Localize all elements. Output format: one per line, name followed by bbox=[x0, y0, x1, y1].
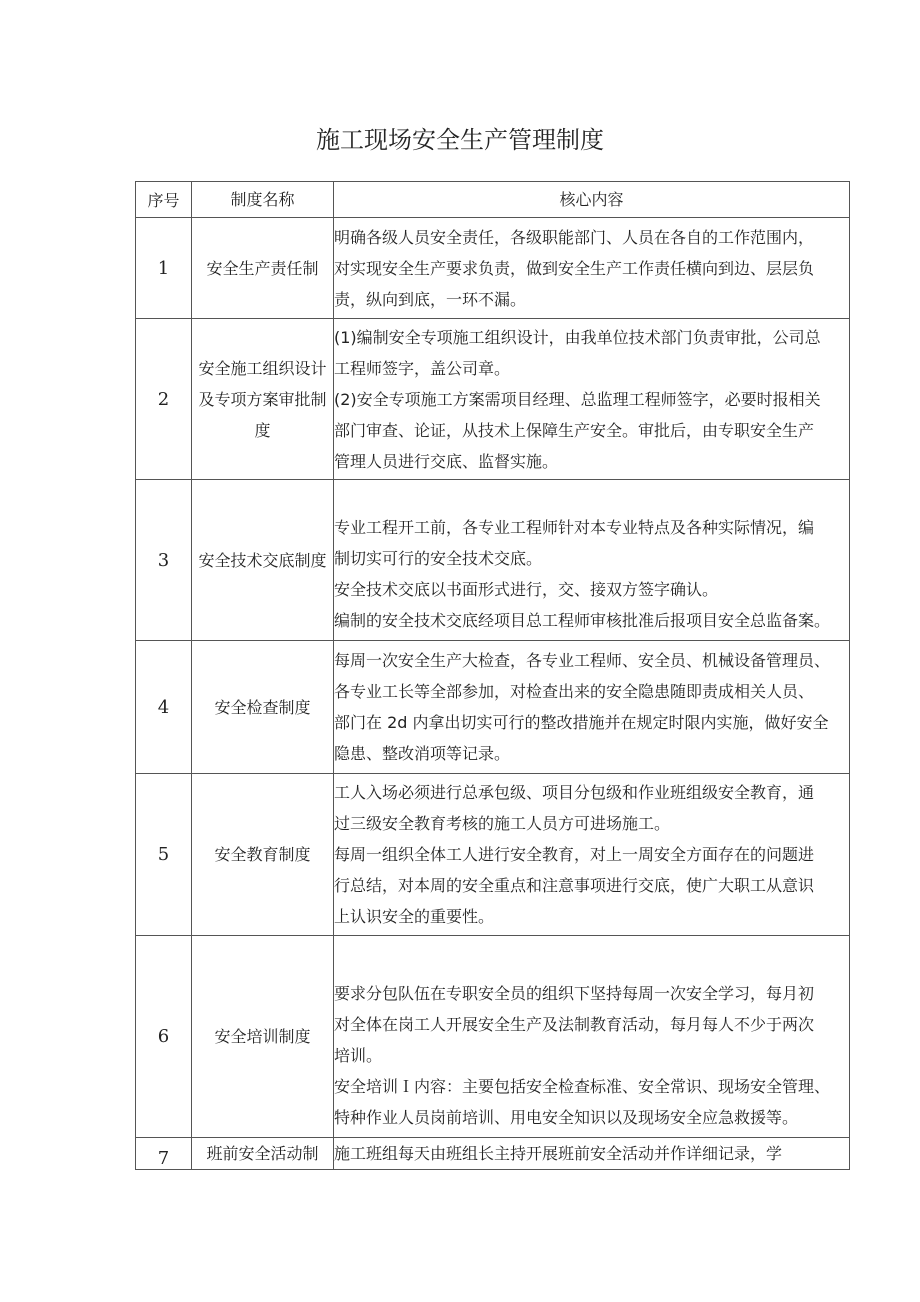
table-row bbox=[136, 641, 850, 774]
table-row bbox=[136, 936, 850, 1138]
document-title: 施工现场安全生产管理制度 bbox=[316, 126, 604, 154]
safety-management-table bbox=[135, 181, 850, 1170]
content-line: 行总结，对本周的安全重点和注意事项进行交底，使广大职工从意识 bbox=[334, 876, 815, 895]
policy-name: 安全检查制度 bbox=[192, 641, 334, 774]
policy-content bbox=[334, 319, 850, 480]
content-line: (1)编制安全专项施工组织设计，由我单位技术部门负责审批，公司总 bbox=[334, 327, 821, 347]
row-number: 2 bbox=[136, 319, 192, 480]
content-line: 明确各级人员安全责任，各级职能部门、人员在各自的工作范围内， bbox=[334, 227, 815, 247]
table-row bbox=[136, 218, 850, 319]
content-line: 责，纵向到底，一环不漏。 bbox=[334, 289, 527, 309]
header-name: 制度名称 bbox=[192, 182, 334, 218]
content-line: 安全培训Ｉ内容：主要包括安全检查标准、安全常识、现场安全管理、 bbox=[334, 1077, 831, 1096]
policy-content bbox=[334, 936, 850, 1138]
policy-content bbox=[334, 641, 850, 774]
policy-content bbox=[334, 480, 850, 641]
content-line: 特种作业人员岗前培训、用电安全知识以及现场安全应急救援等。 bbox=[334, 1108, 799, 1127]
row-number: 4 bbox=[136, 641, 192, 774]
row-number: 5 bbox=[136, 774, 192, 936]
content-line: 对全体在岗工人开展安全生产及法制教育活动，每月每人不少于两次 bbox=[334, 1015, 815, 1034]
table-header-row bbox=[136, 182, 850, 218]
content-line: 部门在 2d 内拿出切实可行的整改措施并在规定时限内实施，做好安全 bbox=[334, 713, 829, 732]
policy-content bbox=[334, 774, 850, 936]
row-number: 1 bbox=[136, 218, 192, 319]
policy-name: 安全培训制度 bbox=[192, 936, 334, 1138]
content-line: 编制的安全技术交底经项目总工程师审核批准后报项目安全总监备案。 bbox=[334, 611, 831, 630]
policy-name: 安全生产责任制 bbox=[192, 218, 334, 319]
header-content: 核心内容 bbox=[334, 182, 850, 218]
content-line: 上认识安全的重要性。 bbox=[334, 907, 495, 926]
policy-name: 安全技术交底制度 bbox=[192, 480, 334, 641]
content-line: 工人入场必须进行总承包级、项目分包级和作业班组级安全教育，通 bbox=[334, 783, 815, 802]
content-line: 过三级安全教育考核的施工人员方可进场施工。 bbox=[334, 814, 671, 833]
content-line: 部门审查、论证，从技术上保障生产安全。审批后，由专职安全生产 bbox=[334, 420, 815, 440]
content-line: 各专业工长等全部参加，对检查出来的安全隐患随即责成相关人员、 bbox=[334, 682, 815, 701]
header-number: 序号 bbox=[136, 182, 192, 218]
content-line: 专业工程开工前，各专业工程师针对本专业特点及各种实际情况，编 bbox=[334, 518, 815, 537]
content-line: 制切实可行的安全技术交底。 bbox=[334, 549, 543, 568]
content-line: 隐患、整改消项等记录。 bbox=[334, 744, 511, 763]
table-row bbox=[136, 480, 850, 641]
policy-content bbox=[334, 1138, 850, 1170]
content-line: 对实现安全生产要求负责，做到安全生产工作责任横向到边、层层负 bbox=[334, 258, 815, 278]
policy-name: 安全教育制度 bbox=[192, 774, 334, 936]
row-number: 6 bbox=[136, 936, 192, 1138]
row-number: 3 bbox=[136, 480, 192, 641]
policy-name: 安全施工组织设计及专项方案审批制度 bbox=[192, 319, 334, 480]
content-line: 施工班组每天由班组长主持开展班前安全活动并作详细记录，学 bbox=[334, 1144, 783, 1163]
content-line: 要求分包队伍在专职安全员的组织下坚持每周一次安全学习，每月初 bbox=[334, 984, 815, 1003]
policy-name: 班前安全活动制 bbox=[192, 1138, 334, 1170]
row-number: 7 bbox=[136, 1138, 192, 1170]
content-line: 安全技术交底以书面形式进行，交、接双方签字确认。 bbox=[334, 580, 719, 599]
table-row bbox=[136, 319, 850, 480]
content-line: 每周一次安全生产大检查，各专业工程师、安全员、机械设备管理员、 bbox=[334, 651, 831, 670]
content-line: 工程师签字，盖公司章。 bbox=[334, 358, 511, 378]
content-line: 管理人员进行交底、监督实施。 bbox=[334, 451, 559, 471]
policy-content bbox=[334, 218, 850, 319]
table-row bbox=[136, 1138, 850, 1170]
content-line: (2)安全专项施工方案需项目经理、总监理工程师签字，必要时报相关 bbox=[334, 389, 821, 409]
content-line: 每周一组织全体工人进行安全教育，对上一周安全方面存在的问题进 bbox=[334, 845, 815, 864]
table-row bbox=[136, 774, 850, 936]
content-line: 培训。 bbox=[334, 1046, 383, 1065]
